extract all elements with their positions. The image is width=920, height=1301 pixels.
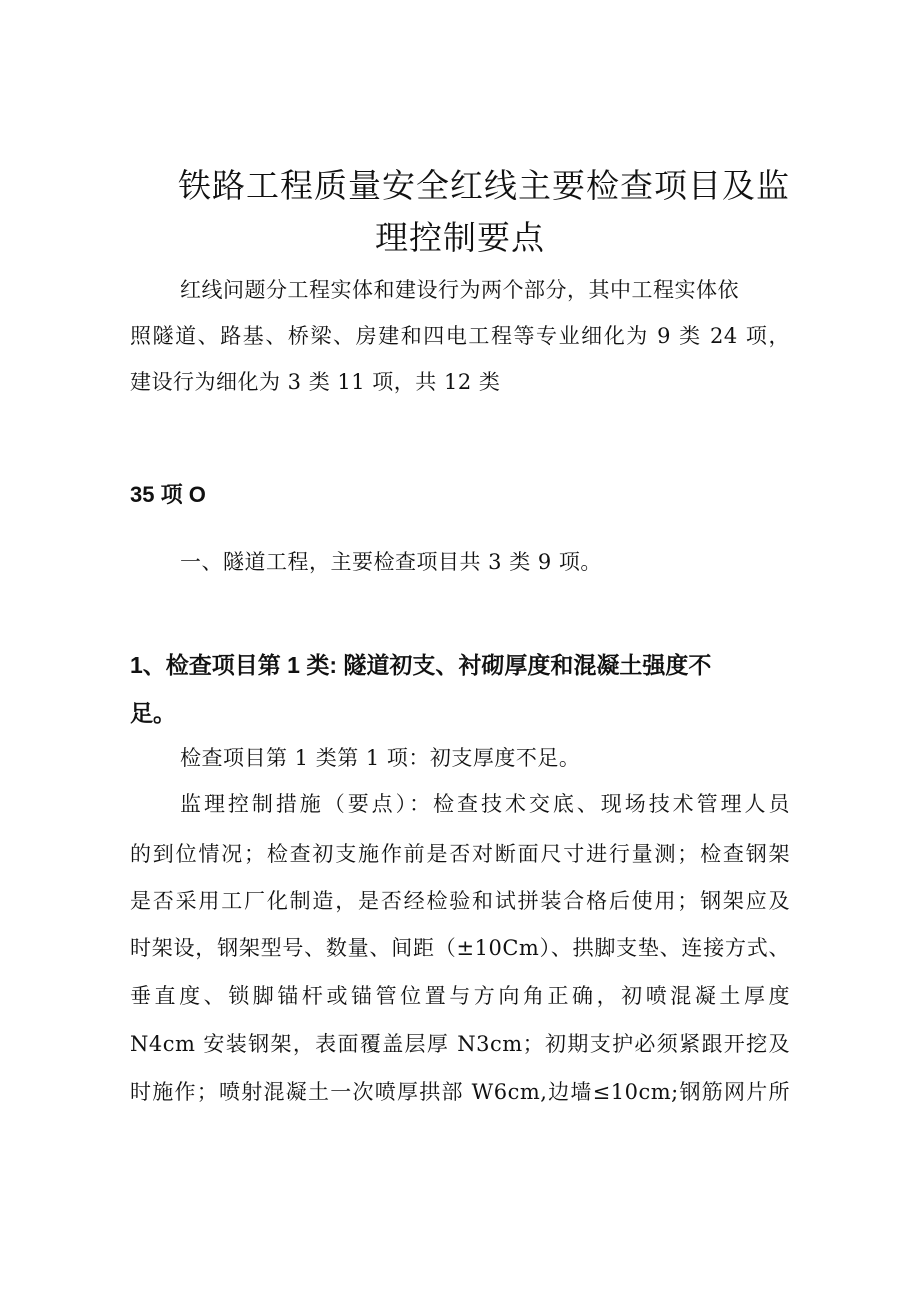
- document-title-line-2: 理控制要点: [375, 218, 545, 257]
- section-heading-tunnel: 一、隧道工程，主要检查项目共 3 类 9 项。: [180, 550, 602, 574]
- measures-line-1: 监理控制措施（要点）：检查技术交底、现场技术管理人员: [180, 792, 790, 816]
- item-heading-line-2: 足。: [130, 700, 176, 726]
- measures-line-7: 时施作；喷射混凝土一次喷厚拱部 W6cm,边墙≤10cm;钢筋网片所: [130, 1080, 790, 1104]
- intro-paragraph-line-2: 照隧道、路基、桥梁、房建和四电工程等专业细化为 9 类 24 项，: [130, 324, 790, 348]
- measures-line-5: 垂直度、锁脚锚杆或锚管位置与方向角正确，初喷混凝土厚度: [130, 984, 790, 1008]
- intro-paragraph-line-3: 建设行为细化为 3 类 11 项，共 12 类: [130, 370, 501, 394]
- measures-line-2: 的到位情况；检查初支施作前是否对断面尺寸进行量测；检查钢架: [130, 842, 790, 866]
- measures-line-6: N4cm 安装钢架，表面覆盖层厚 N3cm；初期支护必须紧跟开挖及: [130, 1032, 790, 1056]
- item-heading-line-1: 1、检查项目第 1 类: 隧道初支、衬砌厚度和混凝土强度不: [130, 652, 712, 678]
- measures-line-3: 是否采用工厂化制造，是否经检验和试拼装合格后使用；钢架应及: [130, 889, 790, 913]
- measures-line-4: 时架设，钢架型号、数量、间距（±10Cm）、拱脚支垫、连接方式、: [130, 936, 790, 960]
- intro-paragraph-line-1: 红线问题分工程实体和建设行为两个部分，其中工程实体依: [180, 278, 739, 302]
- item-subheading: 检查项目第 1 类第 1 项：初支厚度不足。: [180, 746, 581, 770]
- document-title-line-1: 铁路工程质量安全红线主要检查项目及监: [178, 166, 790, 205]
- item-count-line: 35 项 O: [130, 482, 206, 507]
